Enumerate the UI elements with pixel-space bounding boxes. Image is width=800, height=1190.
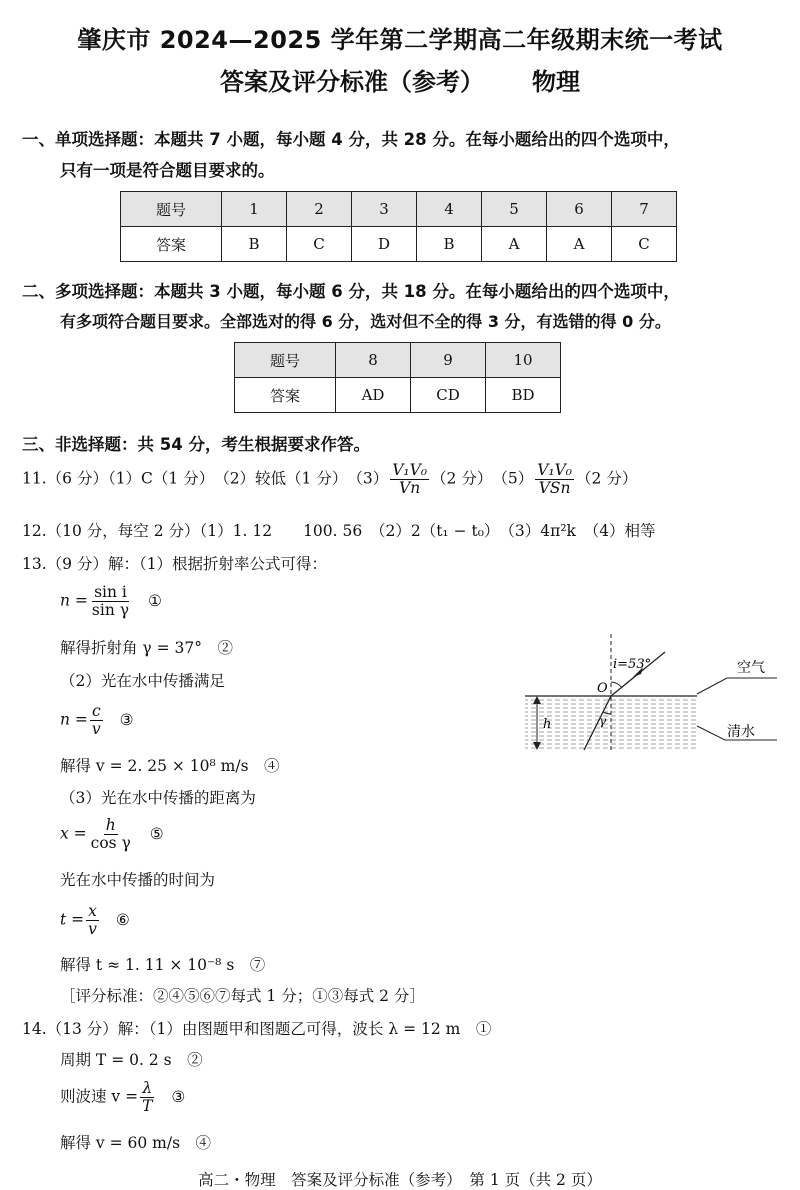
refraction-diagram: [515, 630, 780, 780]
answer-cell: D: [352, 227, 417, 262]
angle-label: i=53°: [613, 657, 652, 672]
table-row: [121, 192, 677, 227]
q13-line-6: 光在水中传播的时间为: [60, 871, 216, 889]
q13-line-2: 解得折射角 γ = 37° ②: [60, 639, 234, 657]
point-label: O: [597, 681, 608, 696]
page-title: 肇庆市 2024—2025 学年第二学期高二年级期末统一考试: [77, 26, 723, 54]
q11-fraction-1: $\frac{\text{V₁V₀}}{Vn}$: [392, 461, 428, 498]
air-leader-line: [697, 678, 777, 694]
page-subtitle: [0, 62, 800, 97]
air-label: 空气: [737, 660, 765, 676]
row-label: 题号: [235, 343, 336, 378]
q14-intro: 14.（13 分）解：（1）由图题甲和图题乙可得，波长 λ = 12 m ①: [22, 1020, 492, 1038]
answer-cell: CD: [411, 378, 486, 413]
question-number: 5: [482, 192, 547, 227]
question-number: 8: [336, 343, 411, 378]
q13-equation-5: x = $\frac{h}{\text{cos γ}}$ ⑤: [60, 816, 164, 853]
page-footer: 高二・物理 答案及评分标准（参考） 第 1 页（共 2 页）: [198, 1171, 602, 1189]
question-number: 3: [352, 192, 417, 227]
answer-cell: C: [287, 227, 352, 262]
table-row: [235, 343, 561, 378]
section1-answer-table: [120, 191, 677, 262]
question-number: 1: [222, 192, 287, 227]
q13-line-5: （3）光在水中传播的距离为: [60, 789, 256, 807]
q13-equation-1: n = $\frac{\text{sin i}}{\text{sin γ}}$ ①: [60, 583, 162, 620]
question-number: 2: [287, 192, 352, 227]
question-number: 9: [411, 343, 486, 378]
q13-line-7: 解得 t ≈ 1. 11 × 10⁻⁸ s ⑦: [60, 956, 266, 974]
answer-cell: A: [482, 227, 547, 262]
depth-label: h: [543, 717, 552, 732]
q11-answer: 11.（6 分）（1）C（1 分） （2）较低（1 分） （3） $\frac{\text{V₁V₀}}{Vn}$ （2 分） （5） $\frac{\text{V₁V₀}}{\text{VSn}}$ （2 分）: [22, 461, 638, 498]
q14-equation-3: 则波速 v = $\frac{\lambda}{T}$ ③: [60, 1079, 186, 1116]
row-label: 题号: [121, 192, 222, 227]
question-number: 7: [612, 192, 677, 227]
section2-heading-2: 有多项符合题目要求。全部选对的得 6 分，选对但不全的得 3 分，有选错的得 0 分。: [60, 312, 671, 331]
row-label: 答案: [235, 378, 336, 413]
q13-equation-6: t = $\frac{x}{v}$ ⑥: [60, 902, 130, 939]
q11-fraction-2: $\frac{\text{V₁V₀}}{\text{VSn}}$: [537, 461, 573, 498]
q12-answer: 12.（10 分，每空 2 分）（1）1. 12 100. 56 （2）2（t₁ − t₀） （3）4π²k （4）相等: [22, 522, 656, 540]
answer-cell: BD: [486, 378, 561, 413]
table-row: [121, 227, 677, 262]
q13-line-4: 解得 v = 2. 25 × 10⁸ m/s ④: [60, 757, 280, 775]
q14-line-4: 解得 v = 60 m/s ④: [60, 1134, 212, 1152]
answer-cell: AD: [336, 378, 411, 413]
row-label: 答案: [121, 227, 222, 262]
q13-line-3: （2）光在水中传播满足: [60, 672, 225, 690]
answer-cell: B: [222, 227, 287, 262]
q13-equation-3: n = $\frac{c}{v}$ ③: [60, 702, 134, 739]
section1-heading: 一、单项选择题：本题共 7 小题，每小题 4 分，共 28 分。在每小题给出的四个选项中，: [22, 130, 680, 149]
answer-cell: C: [612, 227, 677, 262]
section2-answer-table: [234, 342, 561, 413]
section1-heading-2: 只有一项是符合题目要求的。: [60, 161, 275, 180]
question-number: 4: [417, 192, 482, 227]
answer-cell: B: [417, 227, 482, 262]
q13-intro: 13.（9 分）解：（1）根据折射率公式可得：: [22, 555, 328, 573]
gamma-label: γ: [599, 714, 607, 728]
q13-scoring: ［评分标准：②④⑤⑥⑦每式 1 分；①③每式 2 分］: [60, 987, 425, 1005]
question-number: 6: [547, 192, 612, 227]
question-number: 10: [486, 343, 561, 378]
table-row: [235, 378, 561, 413]
water-label: 清水: [727, 724, 755, 740]
subtitle-subject: 物理: [532, 68, 580, 96]
subtitle-left: 答案及评分标准（参考）: [220, 68, 484, 96]
section2-heading: 二、多项选择题：本题共 3 小题，每小题 6 分，共 18 分。在每小题给出的四个选项中，: [22, 282, 680, 301]
q14-line-2: 周期 T = 0. 2 s ②: [60, 1051, 203, 1069]
answer-cell: A: [547, 227, 612, 262]
section3-heading: 三、非选择题：共 54 分，考生根据要求作答。: [22, 435, 370, 454]
